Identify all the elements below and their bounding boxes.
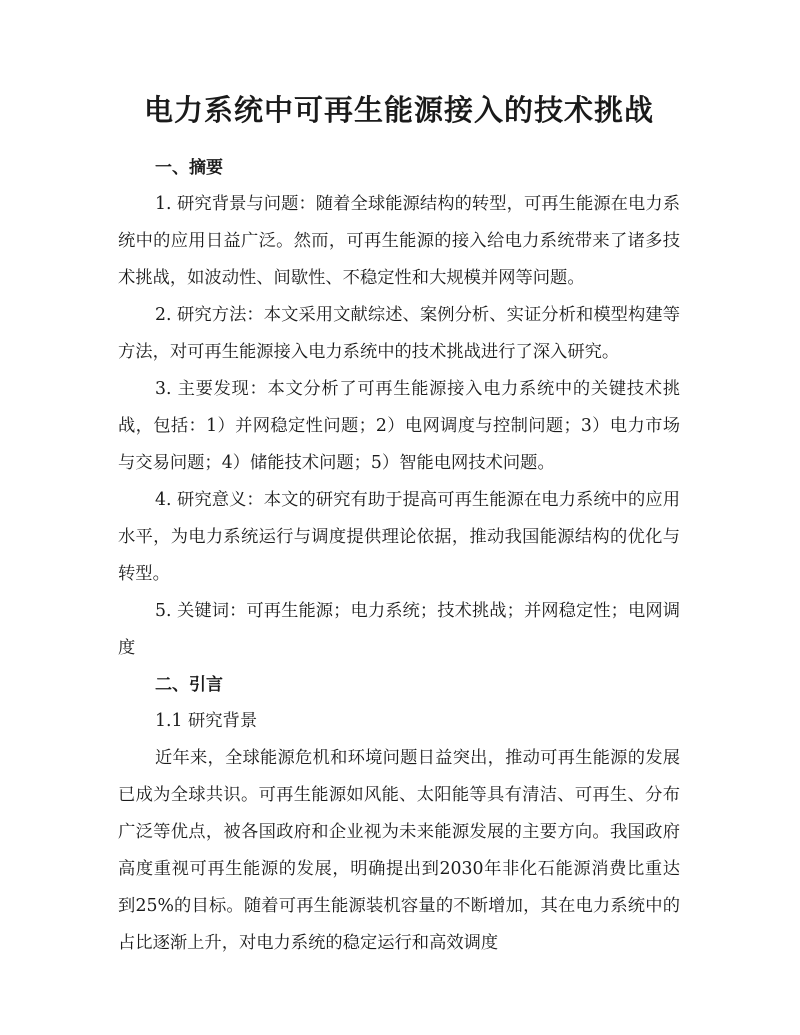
abstract-item: 5. 关键词：可再生能源；电力系统；技术挑战；并网稳定性；电网调度 <box>118 601 680 658</box>
section-heading-abstract: 一、摘要 <box>155 158 223 178</box>
document-page <box>118 88 680 962</box>
abstract-item: 1. 研究背景与问题：随着全球能源结构的转型，可再生能源在电力系统中的应用日益广泛。然而，可再生能源的接入给电力系统带来了诸多技术挑战，如波动性、间歇性、不稳定性和大规模并网等问题。 <box>118 194 680 288</box>
subsection-heading-background: 1.1 研究背景 <box>155 711 258 731</box>
intro-paragraph: 近年来，全球能源危机和环境问题日益突出，推动可再生能源的发展已成为全球共识。可再生能源如风能、太阳能等具有清洁、可再生、分布广泛等优点，被各国政府和企业视为未来能源发展的主要方向。我国政府高度重视可再生能源的发展，明确提出到2030年非化石能源消费比重达到25%的目标。随着可再生能源装机容量的不断增加，其在电力系统中的占比逐渐上升，对电力系统的稳定运行和高效调度 <box>118 748 680 953</box>
abstract-item: 3. 主要发现：本文分析了可再生能源接入电力系统中的关键技术挑战，包括：1）并网稳定性问题；2）电网调度与控制问题；3）电力市场与交易问题；4）储能技术问题；5）智能电网技术问题。 <box>118 379 680 473</box>
document-title: 电力系统中可再生能源接入的技术挑战 <box>143 93 654 127</box>
section-heading-introduction: 二、引言 <box>155 675 223 695</box>
abstract-item: 2. 研究方法：本文采用文献综述、案例分析、实证分析和模型构建等方法，对可再生能源接入电力系统中的技术挑战进行了深入研究。 <box>118 305 680 362</box>
abstract-item: 4. 研究意义：本文的研究有助于提高可再生能源在电力系统中的应用水平，为电力系统运行与调度提供理论依据，推动我国能源结构的优化与转型。 <box>118 490 680 584</box>
